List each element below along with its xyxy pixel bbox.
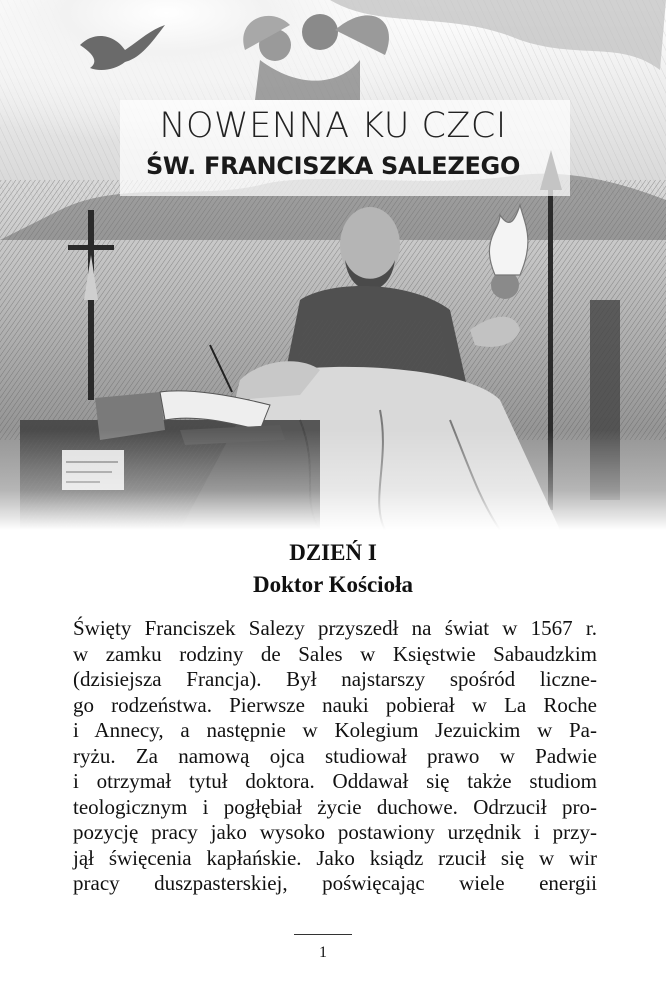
body-line: Święty Franciszek Salezy przyszedł na świat w 1567 r. <box>73 616 597 640</box>
page-number: 1 <box>319 944 327 961</box>
body-line: pozycję pracy jako wysoko postawiony urzędnik i przy- <box>73 820 597 844</box>
body-paragraph <box>73 616 597 897</box>
body-line: ryżu. Za namową ojca studiował prawo w Padwie <box>73 743 597 768</box>
body-line: i Annecy, a następnie w Kolegium Jezuickim w Pa- <box>73 718 597 742</box>
body-line: (dzisiejsza Francja). Był najstarszy spośród liczne- <box>73 667 597 691</box>
body-line: jął święcenia kapłańskie. Jako ksiądz rzucił się w wir <box>73 845 597 870</box>
body-line: teologicznym i pogłębiał życie duchowe. Odrzucił pro- <box>73 794 597 819</box>
cover-title: NOWENNA KU CZCI <box>159 106 507 146</box>
page-number-rule <box>294 934 352 935</box>
body-line: pracy duszpasterskiej, poświęcając wiele energii <box>73 871 597 895</box>
chapter-subtitle: Doktor Kościoła <box>253 572 413 597</box>
chapter-day-heading: DZIEŃ I <box>289 540 377 565</box>
body-line: w zamku rodziny de Sales w Księstwie Sabaudzkim <box>73 641 597 666</box>
body-line: i otrzymał tytuł doktora. Oddawał się także studiom <box>73 769 597 793</box>
body-line: go rodzeństwa. Pierwsze nauki pobierał w La Roche <box>73 692 597 717</box>
cover-subtitle: ŚW. FRANCISZKA SALEZEGO <box>145 152 521 180</box>
